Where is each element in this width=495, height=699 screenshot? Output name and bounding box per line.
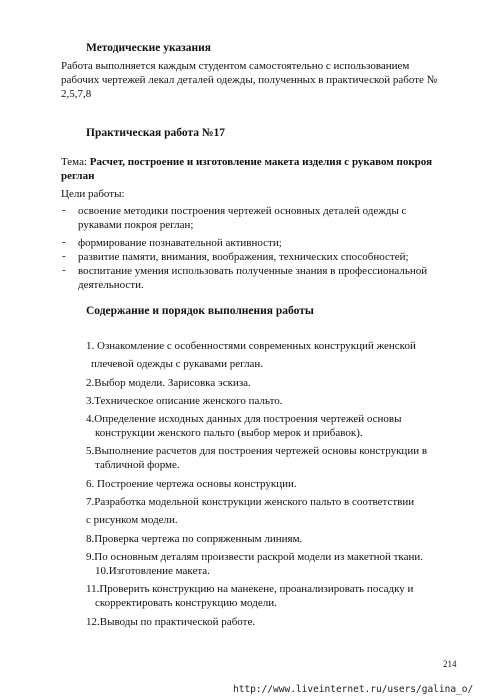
content-item-cont: конструкции женского пальто (выбор мерок и прибавок). [95,427,363,439]
goal-line: рукавами покроя реглан; [78,219,194,231]
practical-heading: Практическая работа №17 [86,127,225,139]
content-item: 9.По основным деталям произвести раскрой модели из макетной ткани. [86,551,423,563]
content-item: 5.Выполнение расчетов для построения чертежей основы конструкции в [86,445,428,457]
method-text-line: 2,5,7,8 [61,88,92,100]
content-item: 4.Определение исходных данных для построения чертежей основы [86,413,402,425]
theme-text-cont: реглан [61,170,95,182]
method-text-line: Работа выполняется каждым студентом самостоятельно с использованием [61,60,410,72]
goal-item: формирование познавательной активности; [78,237,282,249]
goal-item: развитие памяти, внимания, воображения, технических способностей; [78,251,409,263]
goal-item [78,264,427,292]
content-item-cont: плечевой одежды с рукавами реглан. [91,358,264,370]
content-item: 3.Техническое описание женского пальто. [86,395,283,407]
page-number: 214 [443,659,457,669]
method-heading: Методические указания [86,42,212,54]
content-item: 6. Построение чертежа основы конструкции. [86,478,297,490]
goals-heading: Цели работы: [61,188,125,200]
footer-url: http://www.liveinternet.ru/users/galina_o/ [233,684,474,695]
goal-line: освоение методики построения чертежей основных деталей одежды с [78,205,407,217]
content-item: 7.Разработка модельной конструкции женского пальто в соответствии [86,496,415,508]
bullet-dash: - [62,250,66,262]
theme-text: Расчет, построение и изготовление макета изделия с рукавом покроя [89,156,433,168]
bullet-dash: - [62,264,66,276]
content-item: 10.Изготовление макета. [95,565,210,577]
bullet-dash: - [62,236,66,248]
content-item-cont: с рисунком модели. [86,514,178,526]
theme-line [61,155,432,169]
content-item-cont: скорректировать конструкцию модели. [95,597,277,609]
content-item: 8.Проверка чертежа по сопряженным линиям. [86,533,303,545]
content-item: 2.Выбор модели. Зарисовка эскиза. [86,377,251,389]
content-item-cont: табличной форме. [95,459,180,471]
goal-line: деятельности. [78,279,144,291]
content-heading: Содержание и порядок выполнения работы [86,305,314,317]
method-text-line: рабочих чертежей лекал деталей одежды, полученных в практической работе № [61,74,438,86]
goal-item [78,204,458,232]
content-item: 1. Ознакомление с особенностями современных конструкций женской [86,340,416,352]
goal-line: воспитание умения использовать полученные знания в профессиональной [78,265,428,277]
content-item: 12.Выводы по практической работе. [86,616,256,628]
content-item: 11.Проверить конструкцию на манекене, проанализировать посадку и [86,583,414,595]
theme-label: Тема: [61,156,88,168]
bullet-dash: - [62,204,66,216]
